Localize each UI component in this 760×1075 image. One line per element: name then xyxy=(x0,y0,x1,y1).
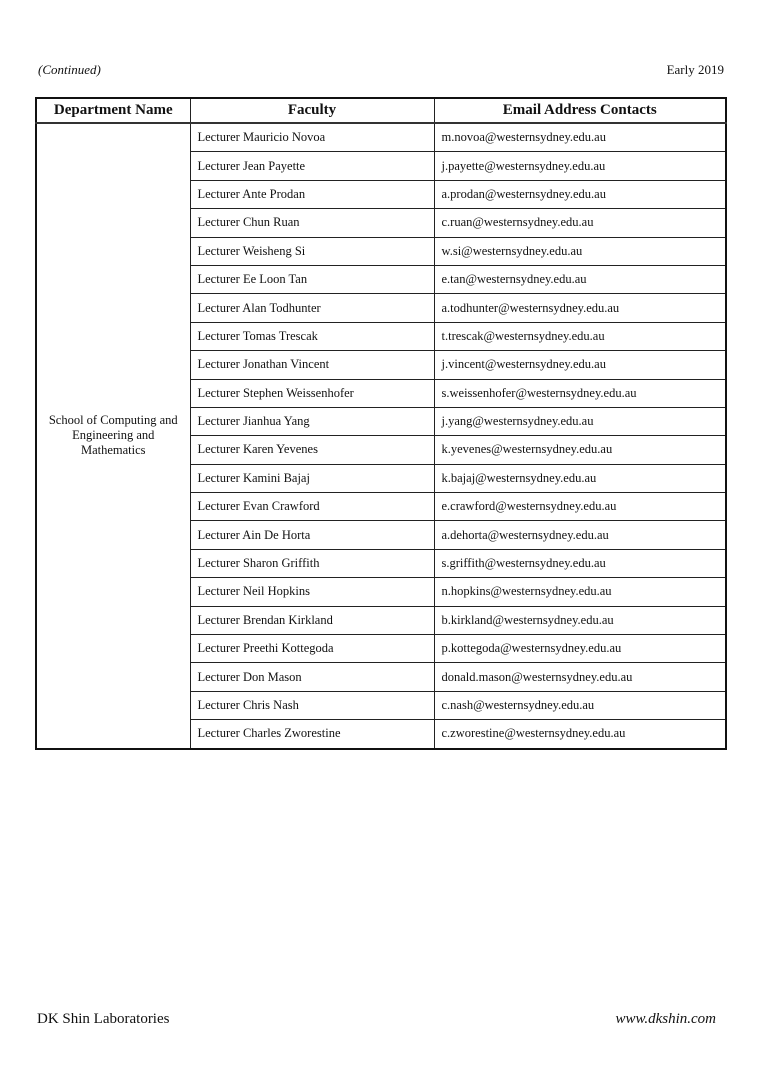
email-cell: donald.mason@westernsydney.edu.au xyxy=(434,663,726,691)
email-cell: j.payette@westernsydney.edu.au xyxy=(434,152,726,180)
continued-label: (Continued) xyxy=(38,62,101,77)
email-cell: m.novoa@westernsydney.edu.au xyxy=(434,123,726,152)
email-cell: k.yevenes@westernsydney.edu.au xyxy=(434,436,726,464)
faculty-cell: Lecturer Ain De Horta xyxy=(190,521,434,549)
column-header-faculty: Faculty xyxy=(190,98,434,123)
email-cell: e.crawford@westernsydney.edu.au xyxy=(434,493,726,521)
faculty-cell: Lecturer Preethi Kottegoda xyxy=(190,635,434,663)
email-cell: a.todhunter@westernsydney.edu.au xyxy=(434,294,726,322)
faculty-cell: Lecturer Weisheng Si xyxy=(190,237,434,265)
email-cell: s.weissenhofer@westernsydney.edu.au xyxy=(434,379,726,407)
email-cell: t.trescak@westernsydney.edu.au xyxy=(434,322,726,350)
faculty-cell: Lecturer Mauricio Novoa xyxy=(190,123,434,152)
email-cell: c.nash@westernsydney.edu.au xyxy=(434,691,726,719)
email-cell: p.kottegoda@westernsydney.edu.au xyxy=(434,635,726,663)
email-cell: w.si@westernsydney.edu.au xyxy=(434,237,726,265)
department-name-cell: School of Computing and Engineering and Mathematics xyxy=(36,123,190,749)
table-header-row xyxy=(36,98,726,123)
email-cell: n.hopkins@westernsydney.edu.au xyxy=(434,578,726,606)
faculty-cell: Lecturer Evan Crawford xyxy=(190,493,434,521)
faculty-cell: Lecturer Sharon Griffith xyxy=(190,549,434,577)
column-header-department: Department Name xyxy=(36,98,190,123)
email-cell: a.prodan@westernsydney.edu.au xyxy=(434,180,726,208)
email-cell: b.kirkland@westernsydney.edu.au xyxy=(434,606,726,634)
table-body xyxy=(36,123,726,749)
faculty-cell: Lecturer Jonathan Vincent xyxy=(190,351,434,379)
email-cell: k.bajaj@westernsydney.edu.au xyxy=(434,464,726,492)
footer-company: DK Shin Laboratories xyxy=(37,1011,170,1027)
faculty-cell: Lecturer Stephen Weissenhofer xyxy=(190,379,434,407)
email-cell: j.yang@westernsydney.edu.au xyxy=(434,407,726,435)
faculty-cell: Lecturer Alan Todhunter xyxy=(190,294,434,322)
faculty-cell: Lecturer Chun Ruan xyxy=(190,209,434,237)
date-label: Early 2019 xyxy=(666,62,724,77)
column-header-email: Email Address Contacts xyxy=(434,98,726,123)
faculty-cell: Lecturer Ee Loon Tan xyxy=(190,265,434,293)
faculty-cell: Lecturer Jean Payette xyxy=(190,152,434,180)
faculty-cell: Lecturer Karen Yevenes xyxy=(190,436,434,464)
faculty-cell: Lecturer Brendan Kirkland xyxy=(190,606,434,634)
email-cell: c.zworestine@westernsydney.edu.au xyxy=(434,720,726,749)
faculty-cell: Lecturer Kamini Bajaj xyxy=(190,464,434,492)
faculty-cell: Lecturer Don Mason xyxy=(190,663,434,691)
email-cell: a.dehorta@westernsydney.edu.au xyxy=(434,521,726,549)
faculty-cell: Lecturer Neil Hopkins xyxy=(190,578,434,606)
footer-website: www.dkshin.com xyxy=(615,1011,716,1027)
email-cell: e.tan@westernsydney.edu.au xyxy=(434,265,726,293)
faculty-cell: Lecturer Chris Nash xyxy=(190,691,434,719)
faculty-cell: Lecturer Ante Prodan xyxy=(190,180,434,208)
faculty-directory-table xyxy=(35,97,727,750)
faculty-cell: Lecturer Tomas Trescak xyxy=(190,322,434,350)
faculty-cell: Lecturer Charles Zworestine xyxy=(190,720,434,749)
faculty-cell: Lecturer Jianhua Yang xyxy=(190,407,434,435)
email-cell: c.ruan@westernsydney.edu.au xyxy=(434,209,726,237)
email-cell: j.vincent@westernsydney.edu.au xyxy=(434,351,726,379)
email-cell: s.griffith@westernsydney.edu.au xyxy=(434,549,726,577)
table-row xyxy=(36,123,726,152)
